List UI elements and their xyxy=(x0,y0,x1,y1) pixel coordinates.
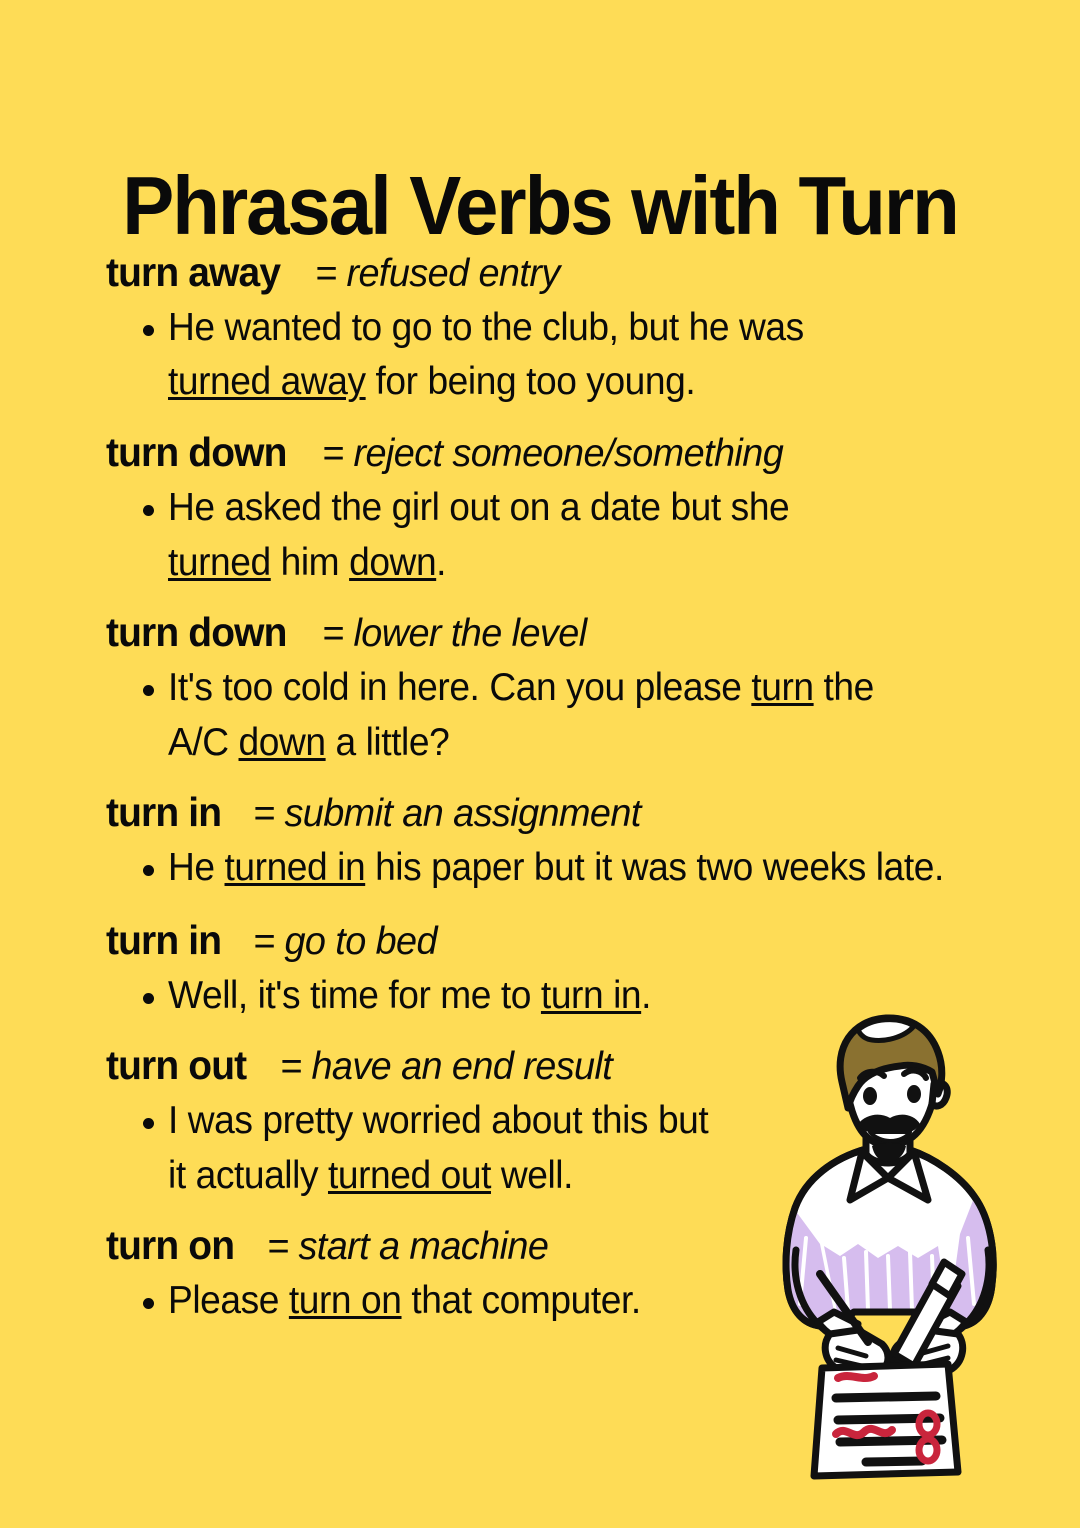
phrasal-verb-definition: = start a machine xyxy=(266,1225,549,1269)
example-row xyxy=(0,481,1080,590)
example-highlight: turned in xyxy=(224,846,366,890)
bullet-icon xyxy=(143,505,154,516)
example-pre: Please xyxy=(168,1279,289,1323)
example-sentence xyxy=(168,969,651,1024)
entry-heading xyxy=(0,249,1080,295)
phrasal-verb-list xyxy=(0,249,1080,1329)
example-sentence xyxy=(168,481,834,590)
example-highlight-2: down xyxy=(238,720,326,764)
phrasal-verb-term: turn in xyxy=(106,789,222,836)
entry-heading xyxy=(0,916,1080,963)
list-item xyxy=(0,789,1080,895)
list-item xyxy=(0,249,1080,410)
example-row xyxy=(0,661,1080,770)
bullet-icon xyxy=(143,993,154,1004)
example-post: for being too young. xyxy=(365,360,696,404)
example-highlight: turn xyxy=(751,666,814,710)
example-sentence xyxy=(168,841,944,896)
list-item xyxy=(0,916,1080,1023)
list-item xyxy=(0,609,1080,770)
phrasal-verb-term: turn down xyxy=(106,429,287,476)
phrasal-verb-definition: = go to bed xyxy=(253,919,438,963)
example-pre: It's too cold in here. Can you please xyxy=(168,666,752,710)
example-highlight: turned xyxy=(168,540,271,584)
example-pre: He xyxy=(168,846,225,890)
example-highlight: turn in xyxy=(540,973,642,1017)
entry-heading xyxy=(0,609,1080,656)
example-post: . xyxy=(641,973,652,1017)
phrasal-verb-definition: = submit an assignment xyxy=(253,792,642,836)
example-highlight: turned out xyxy=(327,1153,491,1197)
entry-heading xyxy=(0,789,1080,836)
phrasal-verb-definition: = lower the level xyxy=(322,612,587,656)
phrasal-verb-definition: = reject someone/something xyxy=(322,432,784,476)
example-highlight-2: down xyxy=(349,540,437,584)
example-row xyxy=(0,841,1080,896)
example-sentence xyxy=(168,1274,641,1329)
example-post: a little? xyxy=(325,720,450,764)
example-pre: He asked the girl out on a date but she xyxy=(168,485,790,529)
example-sentence xyxy=(168,301,844,410)
example-post: . xyxy=(436,540,447,584)
entry-heading xyxy=(0,429,1080,476)
example-pre: I was pretty worried about this but it actually xyxy=(168,1099,709,1197)
example-row xyxy=(0,301,1080,410)
bullet-icon xyxy=(143,685,154,696)
bullet-icon xyxy=(143,865,154,876)
page-title: Phrasal Verbs with Turn xyxy=(122,158,958,252)
example-mid: him xyxy=(270,540,350,584)
example-highlight: turned away xyxy=(168,360,366,404)
phrasal-verb-term: turn out xyxy=(106,1042,247,1089)
list-item xyxy=(0,1222,1080,1328)
entry-heading xyxy=(0,1042,1080,1089)
list-item xyxy=(0,1042,1080,1203)
phrasal-verb-term: turn in xyxy=(106,916,222,963)
bullet-icon xyxy=(143,1298,154,1309)
example-pre: He wanted to go to the club, but he was xyxy=(168,305,804,349)
entry-heading xyxy=(0,1222,1080,1269)
bullet-icon xyxy=(143,1118,154,1129)
example-sentence xyxy=(168,661,930,770)
example-post: well. xyxy=(490,1153,574,1197)
phrasal-verb-term: turn away xyxy=(106,249,281,295)
example-highlight: turn on xyxy=(288,1279,402,1323)
example-sentence xyxy=(168,1094,708,1203)
example-post: his paper but it was two weeks late. xyxy=(365,846,944,890)
example-row xyxy=(0,1094,1080,1203)
phrasal-verb-definition: = refused entry xyxy=(315,252,560,295)
example-row xyxy=(0,1274,1080,1329)
bullet-icon xyxy=(143,325,154,336)
phrasal-verb-term: turn down xyxy=(106,609,287,656)
example-mid: the A/C xyxy=(168,666,874,764)
example-post: that computer. xyxy=(401,1279,641,1323)
phrasal-verb-definition: = have an end result xyxy=(279,1045,612,1089)
example-pre: Well, it's time for me to xyxy=(168,973,541,1017)
list-item xyxy=(0,429,1080,590)
example-row xyxy=(0,969,1080,1024)
phrasal-verb-term: turn on xyxy=(106,1222,235,1269)
